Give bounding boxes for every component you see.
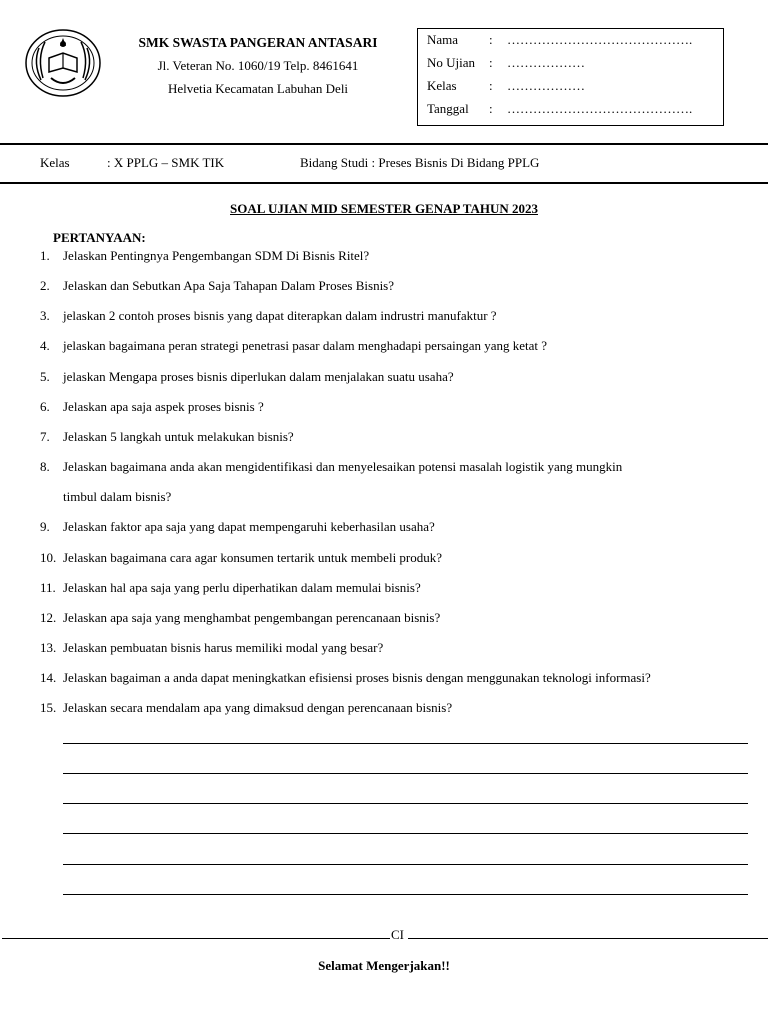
question-item <box>40 580 421 596</box>
question-number: 11. <box>40 580 56 595</box>
question-text: Jelaskan 5 langkah untuk melakukan bisnis? <box>63 429 294 444</box>
question-number: 6. <box>40 399 50 414</box>
question-item <box>40 248 369 264</box>
answer-line[interactable] <box>63 864 748 865</box>
answer-line[interactable] <box>63 743 748 744</box>
question-text: Jelaskan Pentingnya Pengembangan SDM Di Bisnis Ritel? <box>63 248 370 263</box>
question-item <box>40 550 442 566</box>
identity-field-no-ujian[interactable] <box>427 55 585 71</box>
questions-heading: PERTANYAAN: <box>53 230 146 245</box>
question-text: Jelaskan bagaimana anda akan mengidentifikasi dan menyelesaikan potensi masalah logistik yang mungkin <box>63 459 623 474</box>
question-text: jelaskan Mengapa proses bisnis diperlukan dalam menjalakan suatu usaha? <box>63 369 454 384</box>
closing-message: Selamat Mengerjakan!! <box>318 958 450 973</box>
identity-blank: ……………………………………. <box>507 32 693 47</box>
question-item <box>40 519 435 535</box>
question-number: 12. <box>40 610 57 625</box>
identity-label: Nama <box>427 32 459 47</box>
identity-field-tanggal[interactable] <box>427 101 692 117</box>
header-divider-bottom <box>0 182 768 184</box>
answer-line[interactable] <box>63 773 748 774</box>
question-continuation: timbul dalam bisnis? <box>63 489 172 504</box>
identity-field-nama[interactable] <box>427 32 692 48</box>
question-text: Jelaskan apa saja yang menghambat pengembangan perencanaan bisnis? <box>63 610 441 625</box>
question-item <box>40 429 294 445</box>
question-item <box>40 369 454 385</box>
header-divider-top <box>0 143 768 145</box>
answer-line[interactable] <box>63 833 748 834</box>
question-number: 9. <box>40 519 50 534</box>
question-number: 3. <box>40 308 50 323</box>
question-item <box>40 338 547 354</box>
question-text: jelaskan 2 contoh proses bisnis yang dapat diterapkan dalam indrustri manufaktur ? <box>63 308 497 323</box>
question-number: 5. <box>40 369 50 384</box>
question-number: 14. <box>40 670 57 685</box>
question-text: Jelaskan apa saja aspek proses bisnis ? <box>63 399 264 414</box>
identity-blank: ……………… <box>507 55 585 70</box>
question-item <box>40 610 440 626</box>
question-item <box>40 278 394 294</box>
identity-separator: : <box>489 78 493 93</box>
answer-line[interactable] <box>63 803 748 804</box>
school-address: Jl. Veteran No. 1060/19 Telp. 8461641 <box>157 58 359 73</box>
answer-line[interactable] <box>63 894 748 895</box>
question-text: Jelaskan secara mendalam apa yang dimaksud dengan perencanaan bisnis? <box>63 700 453 715</box>
question-number: 1. <box>40 248 50 263</box>
question-item <box>40 459 622 475</box>
identity-label: Tanggal <box>427 101 469 116</box>
class-label: Kelas <box>40 155 70 170</box>
question-number: 10. <box>40 550 57 565</box>
question-item <box>40 399 264 415</box>
school-district: Helvetia Kecamatan Labuhan Deli <box>167 81 349 96</box>
footer-mark: CI <box>391 927 404 942</box>
identity-label: Kelas <box>427 78 457 93</box>
question-number: 8. <box>40 459 50 474</box>
question-text: Jelaskan dan Sebutkan Apa Saja Tahapan Dalam Proses Bisnis? <box>63 278 395 293</box>
student-identity-box <box>417 28 724 126</box>
identity-separator: : <box>489 32 493 47</box>
question-text: Jelaskan hal apa saja yang perlu diperhatikan dalam memulai bisnis? <box>63 580 421 595</box>
question-text: jelaskan bagaimana peran strategi penetrasi pasar dalam menghadapi persaingan yang ketat ? <box>63 338 548 353</box>
question-text: Jelaskan faktor apa saja yang dapat mempengaruhi keberhasilan usaha? <box>63 519 435 534</box>
identity-separator: : <box>489 101 493 116</box>
footer-rule-left <box>2 938 390 939</box>
question-item <box>40 308 497 324</box>
footer-rule-right <box>408 938 768 939</box>
question-number: 15. <box>40 700 57 715</box>
question-item <box>40 700 452 716</box>
question-text: Jelaskan pembuatan bisnis harus memiliki modal yang besar? <box>63 640 384 655</box>
identity-label: No Ujian <box>427 55 476 70</box>
question-number: 13. <box>40 640 57 655</box>
identity-blank: ……………… <box>507 78 585 93</box>
question-text: Jelaskan bagaimana cara agar konsumen tertarik untuk membeli produk? <box>63 550 443 565</box>
class-value: : X PPLG – SMK TIK <box>107 155 225 170</box>
question-item <box>40 640 383 656</box>
question-item <box>40 670 651 686</box>
exam-title: SOAL UJIAN MID SEMESTER GENAP TAHUN 2023 <box>230 201 538 216</box>
question-number: 4. <box>40 338 50 353</box>
school-name: SMK SWASTA PANGERAN ANTASARI <box>138 35 378 50</box>
identity-field-kelas[interactable] <box>427 78 585 94</box>
identity-separator: : <box>489 55 493 70</box>
identity-blank: ……………………………………. <box>507 101 693 116</box>
question-number: 7. <box>40 429 50 444</box>
question-text: Jelaskan bagaiman a anda dapat meningkatkan efisiensi proses bisnis dengan menggunakan teknologi informasi? <box>63 670 651 685</box>
question-number: 2. <box>40 278 50 293</box>
subject-info: Bidang Studi : Preses Bisnis Di Bidang PPLG <box>300 155 540 170</box>
school-emblem-icon <box>25 28 101 98</box>
